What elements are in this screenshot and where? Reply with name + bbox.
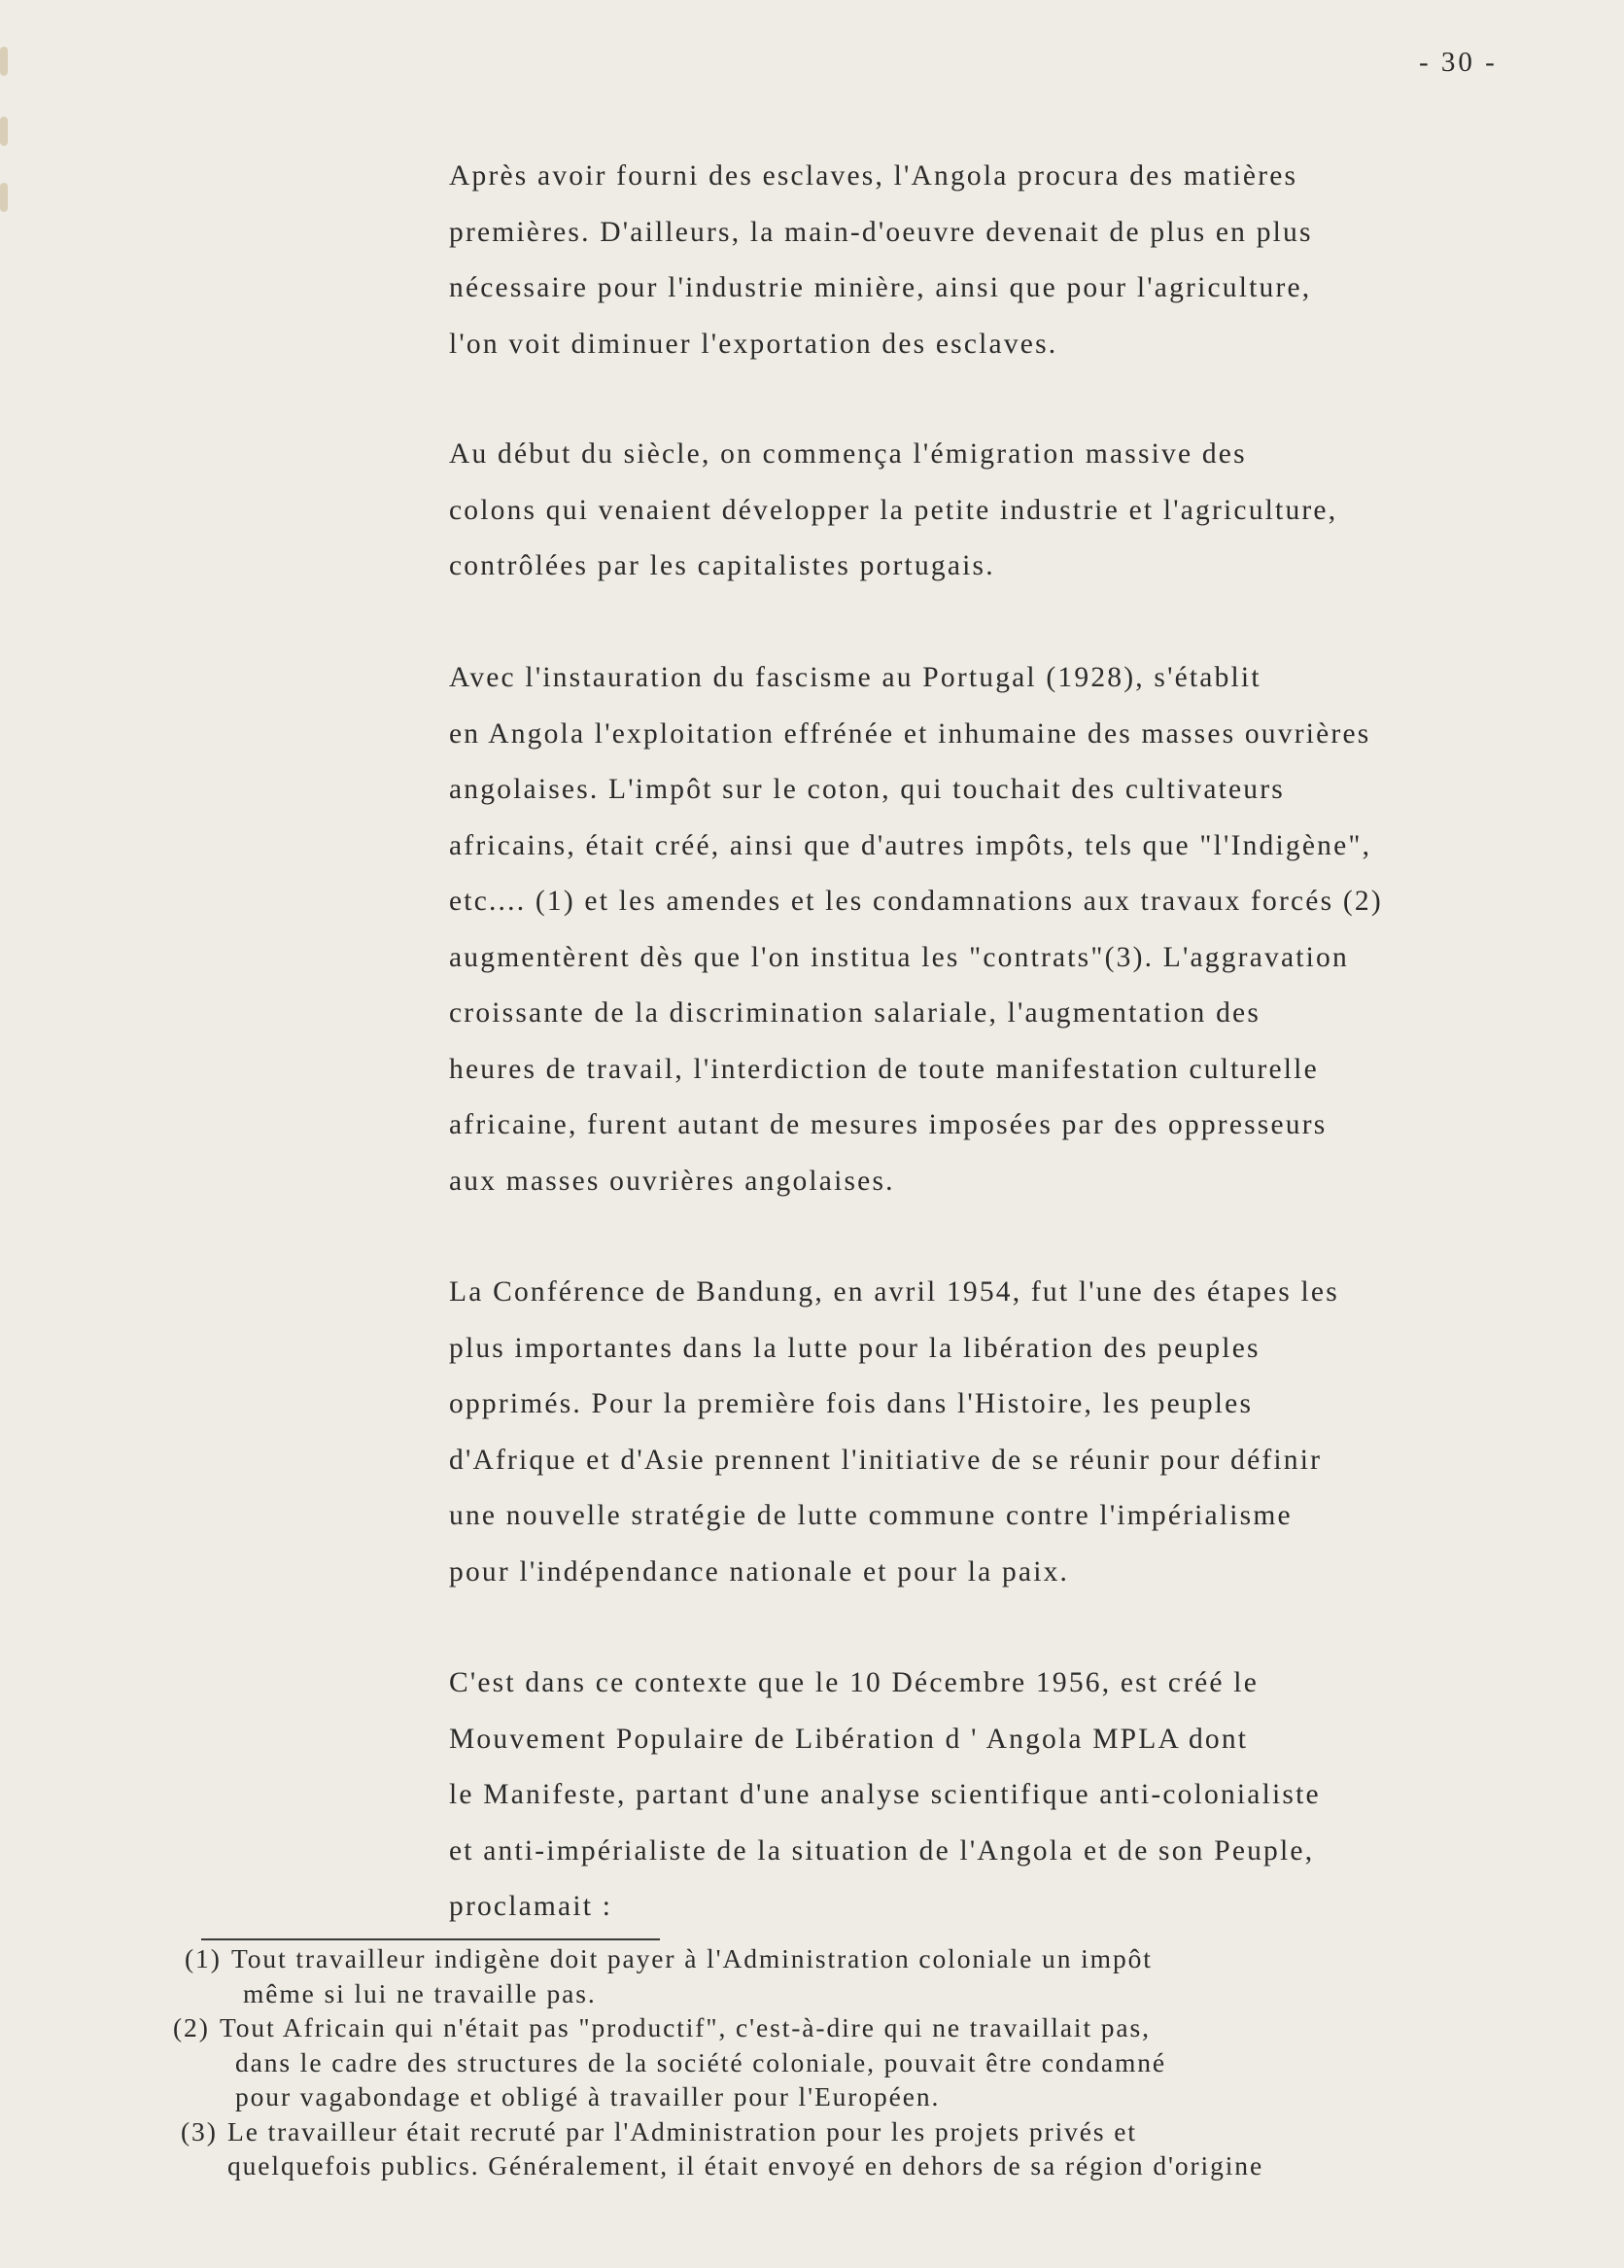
- text-line: l'on voit diminuer l'exportation des esclaves.: [449, 328, 1058, 360]
- text-line: plus importantes dans la lutte pour la libération des peuples: [449, 1332, 1261, 1364]
- footnotes: [173, 1941, 1604, 2183]
- text-line: C'est dans ce contexte que le 10 Décembre 1956, est créé le: [449, 1667, 1259, 1698]
- text-line: le Manifeste, partant d'une analyse scientifique anti-colonialiste: [449, 1779, 1321, 1810]
- footnote-3: [181, 2114, 1604, 2149]
- text-line: augmentèrent dès que l'on institua les "contrats"(3). L'aggravation: [449, 941, 1349, 973]
- page-number: - 30 -: [1419, 47, 1498, 78]
- text-line: africains, était créé, ainsi que d'autres impôts, tels que "l'Indigène",: [449, 829, 1372, 861]
- text-line: La Conférence de Bandung, en avril 1954, fut l'une des étapes les: [449, 1276, 1339, 1308]
- footnote-text: pour vagabondage et obligé à travailler pour l'Européen.: [235, 2081, 941, 2111]
- text-line: d'Afrique et d'Asie prennent l'initiative de se réunir pour définir: [449, 1444, 1323, 1476]
- text-line: en Angola l'exploitation effrénée et inhumaine des masses ouvrières: [449, 717, 1371, 750]
- footnote-text: Tout travailleur indigène doit payer à l'Administration coloniale un impôt: [231, 1943, 1153, 1973]
- text-line: angolaises. L'impôt sur le coton, qui touchait des cultivateurs: [449, 774, 1285, 805]
- text-line: Après avoir fourni des esclaves, l'Angola procura des matières: [449, 160, 1298, 192]
- text-line: croissante de la discrimination salariale, l'augmentation des: [449, 997, 1261, 1029]
- text-line: nécessaire pour l'industrie minière, ainsi que pour l'agriculture,: [449, 272, 1312, 303]
- footnote-marker: (3): [181, 2115, 218, 2146]
- footnote-text: Le travailleur était recruté par l'Administration pour les projets privés et: [227, 2115, 1137, 2146]
- footnote-marker: (2): [173, 2012, 210, 2042]
- footnote-text: même si lui ne travaille pas.: [243, 1977, 597, 2008]
- text-line: Avec l'instauration du fascisme au Portugal (1928), s'établit: [449, 662, 1261, 693]
- footnote-text: dans le cadre des structures de la société coloniale, pouvait être condamné: [235, 2046, 1166, 2077]
- text-line: et anti-impérialiste de la situation de l'Angola et de son Peuple,: [449, 1834, 1315, 1867]
- text-line: Au début du siècle, on commença l'émigration massive des: [449, 438, 1247, 470]
- paragraph: [449, 1265, 1586, 1600]
- binding-mark: [0, 117, 8, 146]
- text-line: etc.... (1) et les amendes et les condamnations aux travaux forcés (2): [449, 886, 1383, 917]
- footnote-1: [185, 1941, 1604, 1976]
- text-line: pour l'indépendance nationale et pour la paix.: [449, 1555, 1070, 1588]
- text-line: contrôlées par les capitalistes portugais.: [449, 550, 995, 581]
- footnote-text: Tout Africain qui n'était pas "productif", c'est-à-dire qui ne travaillait pas,: [220, 2012, 1151, 2042]
- paragraph: [449, 427, 1586, 595]
- binding-mark: [0, 47, 8, 76]
- text-line: premières. D'ailleurs, la main-d'oeuvre devenait de plus en plus: [449, 216, 1313, 248]
- text-line: Mouvement Populaire de Libération d ' Angola MPLA dont: [449, 1723, 1249, 1755]
- text-line: aux masses ouvrières angolaises.: [449, 1165, 895, 1197]
- text-line: colons qui venaient développer la petite industrie et l'agriculture,: [449, 494, 1338, 526]
- text-line: heures de travail, l'interdiction de toute manifestation culturelle: [449, 1053, 1319, 1085]
- footnote-text: quelquefois publics. Généralement, il était envoyé en dehors de sa région d'origine: [227, 2150, 1264, 2181]
- paragraph: [449, 650, 1586, 1209]
- text-line: opprimés. Pour la première fois dans l'Histoire, les peuples: [449, 1388, 1254, 1419]
- paragraph: [449, 1656, 1586, 1936]
- text-line: une nouvelle stratégie de lutte commune contre l'impérialisme: [449, 1500, 1293, 1531]
- text-line: proclamait :: [449, 1891, 613, 1922]
- paragraph: [449, 149, 1586, 372]
- text-line: africaine, furent autant de mesures imposées par des oppresseurs: [449, 1109, 1328, 1140]
- footnote-2: [173, 2010, 1604, 2045]
- footnote-marker: (1): [185, 1943, 222, 1973]
- binding-mark: [0, 183, 8, 212]
- footnote-separator: [201, 1938, 660, 1940]
